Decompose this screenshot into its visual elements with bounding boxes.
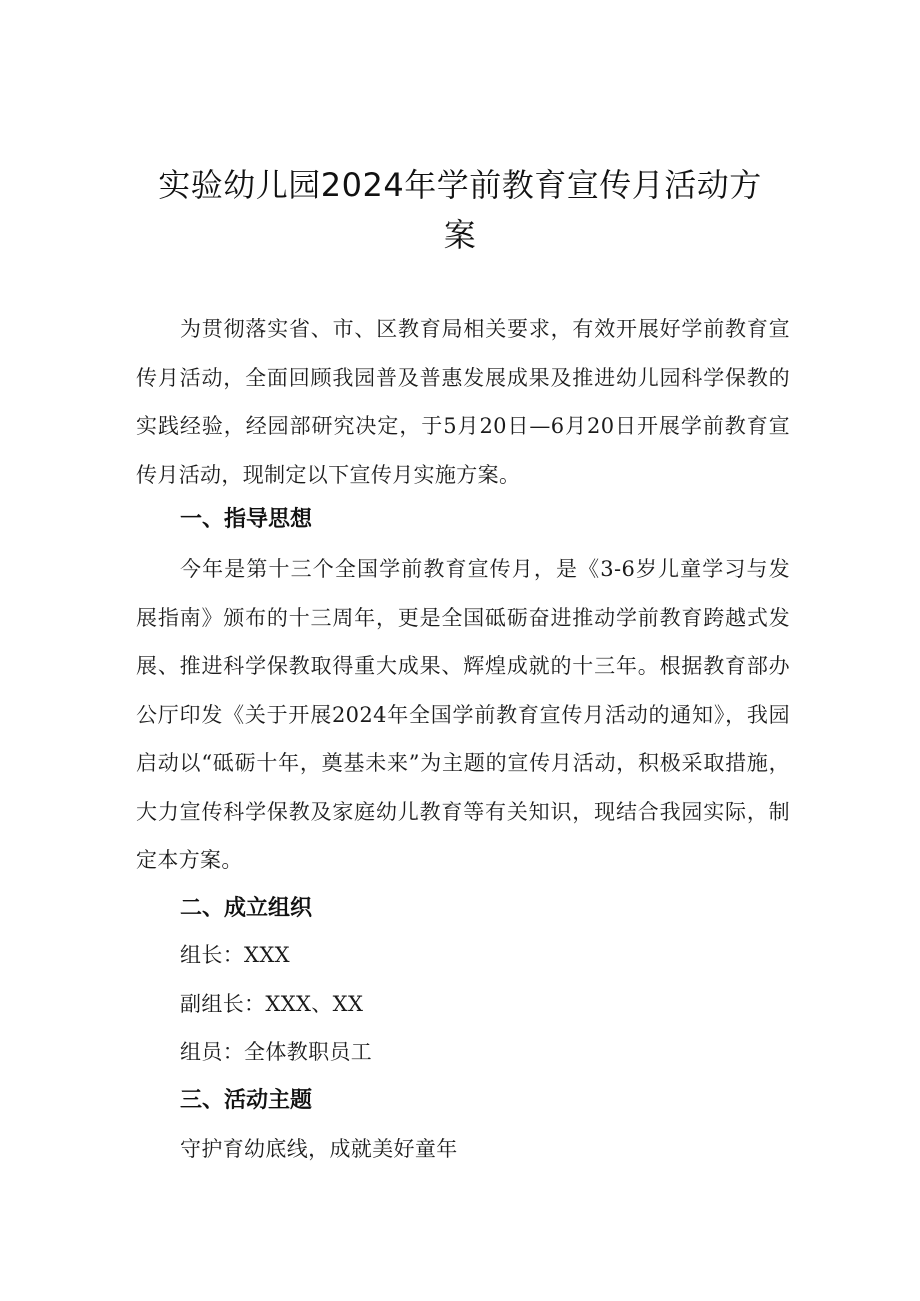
organization-deputy-leader: 副组长：XXX、XX	[180, 992, 364, 1016]
organization-leader: 组长：XXX	[180, 943, 290, 967]
activity-theme-text: 守护育幼底线，成就美好童年	[180, 1137, 458, 1161]
guiding-ideology-paragraph: 今年是第十三个全国学前教育宣传月，是《3-6岁儿童学习与发展指南》颁布的十三周年，更是全国砥砺奋进推动学前教育跨越式发展、推进科学保教取得重大成果、辉煌成就的十三年。根据教育部办公厅印发《关于开展2024年全国学前教育宣传月活动的通知》，我园启动以“砥砺十年，奠基未来”为主题的宣传月活动，积极采取措施，大力宣传科学保教及家庭幼儿教育等有关知识，现结合我园实际，制定本方案。	[136, 557, 790, 872]
section-heading-organization: 二、成立组织	[180, 896, 313, 921]
section-heading-guiding-ideology: 一、指导思想	[180, 507, 313, 532]
intro-paragraph: 为贯彻落实省、市、区教育局相关要求，有效开展好学前教育宣传月活动，全面回顾我园普及普惠发展成果及推进幼儿园科学保教的实践经验，经园部研究决定，于5月20日—6月20日开展学前教育宣传月活动，现制定以下宣传月实施方案。	[136, 317, 790, 487]
organization-members: 组员：全体教职员工	[180, 1040, 373, 1064]
section-heading-activity-theme: 三、活动主题	[180, 1088, 313, 1113]
document-title: 实验幼儿园2024年学前教育宣传月活动方案	[158, 166, 762, 254]
